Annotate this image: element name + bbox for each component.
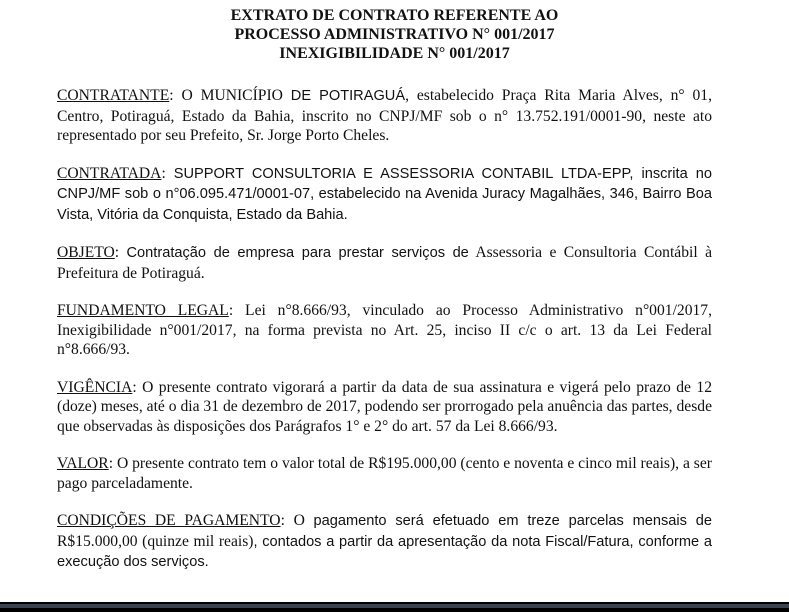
condicoes-text-b: pagamento será efetuado em treze parcelas mensais de — [313, 513, 713, 529]
contratante-text-a: : O MUNICÍPIO — [169, 87, 291, 104]
objeto-text-c: Assessoria e Consultoria Contábil à Prefeitura de Potiraguá. — [57, 244, 712, 282]
label-vigencia: VIGÊNCIA — [57, 378, 133, 396]
footer-bar — [0, 602, 789, 612]
document-title — [57, 6, 712, 63]
valor-text: : O presente contrato tem o valor total de R$195.000,00 (cento e noventa e cinco mil reais), a ser pago parceladamente. — [57, 455, 712, 492]
paragraph-fundamento-legal — [57, 301, 712, 360]
paragraph-objeto — [57, 243, 712, 283]
objeto-text-a: : — [114, 244, 127, 261]
label-valor: VALOR — [57, 455, 109, 472]
paragraph-contratante — [57, 86, 712, 146]
title-line-3: INEXIGIBILIDADE N° 001/2017 — [279, 45, 510, 62]
label-contratante: CONTRATANTE — [57, 87, 170, 104]
label-objeto: OBJETO — [57, 244, 115, 261]
fundamento-text: : Lei n°8.666/93, vinculado ao Processo Administrativo n°001/2017, Inexigibilidade n°001/2017, na forma prevista no Art. 25, inciso II c/c o art. 13 da Lei Federal n°8.666/93. — [57, 302, 712, 358]
condicoes-text-a: : O — [280, 512, 314, 529]
title-line-1: EXTRATO DE CONTRATO REFERENTE AO — [230, 7, 559, 24]
condicoes-text-d: , contados a partir da apresentação da nota Fiscal/Fatura, conforme a execução dos serviços. — [57, 533, 713, 570]
objeto-text-b: Contratação de empresa para prestar serviços de — [126, 245, 469, 261]
contratante-text-c: , estabelecido Praça Rita Maria Alves, n° 01, Centro, Potiraguá, Estado da Bahia, inscrito no CNPJ/MF sob o n° 13.752.191/0001-90, neste ato representado por seu Prefeito, Sr. Jorge Porto Cheles. — [57, 87, 713, 144]
title-line-2: PROCESSO ADMINISTRATIVO N° 001/2017 — [234, 26, 555, 43]
contratada-text-a: : — [161, 164, 174, 182]
contratada-text-b: SUPPORT CONSULTORIA E ASSESSORIA CONTABIL LTDA-EPP, inscrita no CNPJ/MF sob o n°06.095.471/0001-07, estabelecido na Avenida Juracy Magalhães, 346, Bairro Boa Vista, Vitória da Conquista, Estado da Bahia. — [57, 165, 713, 223]
paragraph-vigencia — [57, 378, 712, 437]
vigencia-text: : O presente contrato vigorará a partir da data de sua assinatura e vigerá pelo prazo de 12 (doze) meses, até o dia 31 de dezembro de 2017, podendo ser prorrogado pela anuência das partes, desde que observadas às disposições dos Parágrafos 1° e 2° do art. 57 da Lei 8.666/93. — [57, 378, 712, 435]
label-contratada: CONTRATADA — [57, 164, 162, 182]
contratante-text-b: DE POTIRAGUÁ — [290, 88, 406, 104]
paragraph-valor — [57, 454, 712, 493]
label-fundamento-legal: FUNDAMENTO LEGAL — [57, 302, 229, 319]
condicoes-text-c: R$15.000,00 (quinze mil reais) — [57, 532, 254, 550]
paragraph-condicoes-pagamento — [57, 511, 712, 573]
label-condicoes-pagamento: CONDIÇÕES DE PAGAMENTO — [57, 512, 281, 529]
paragraph-contratada — [57, 164, 712, 226]
